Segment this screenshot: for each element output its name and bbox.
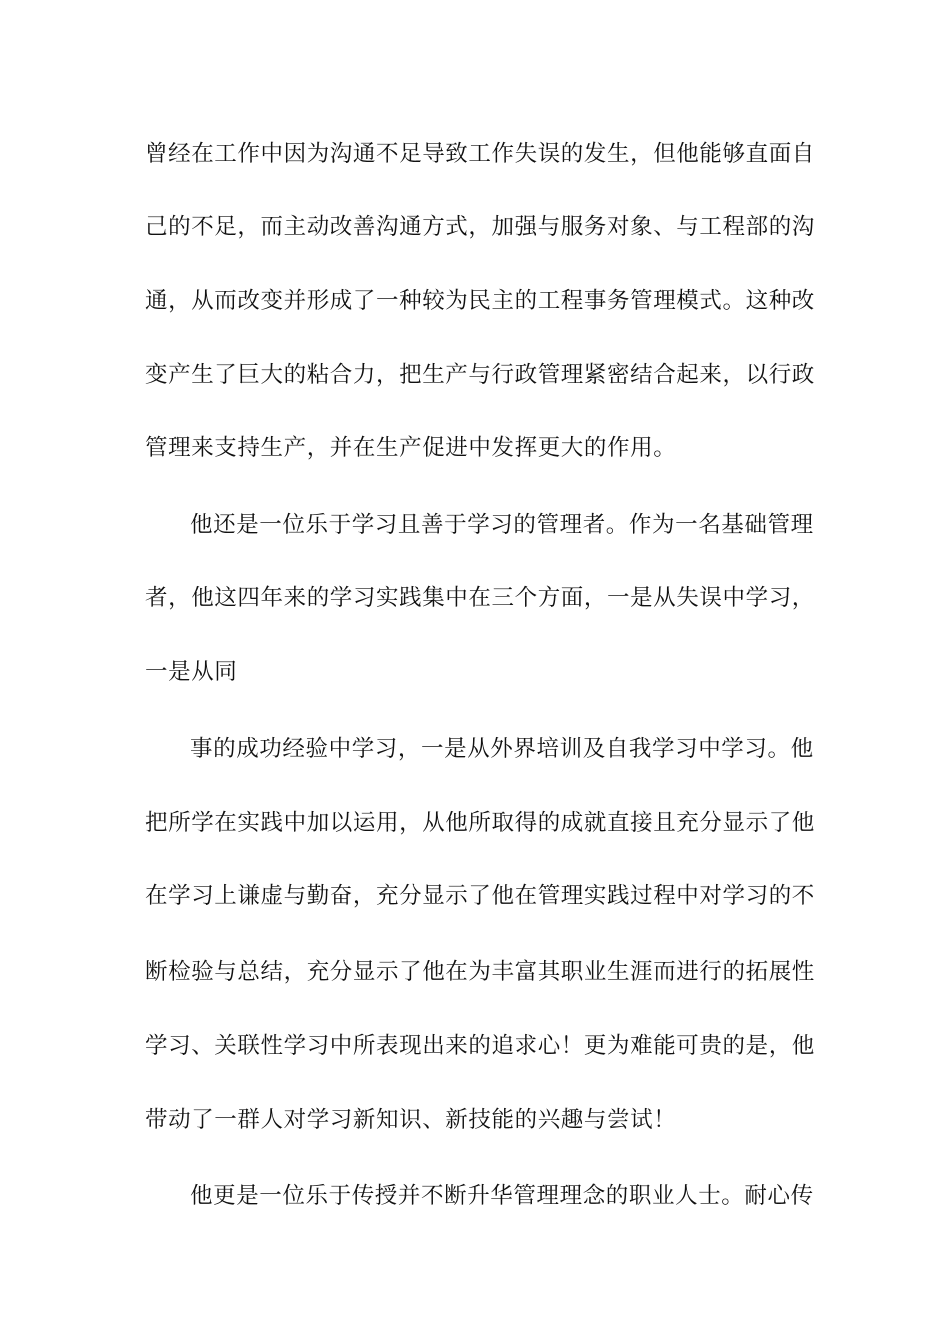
paragraph-first-line: 他还是一位乐于学习且善于学习的管理者。作为一名基础管理 (190, 512, 814, 538)
text-line: 学习、关联性学习中所表现出来的追求心！更为难能可贵的是，他 (145, 1033, 815, 1059)
text-line: 一是从同 (145, 659, 238, 685)
paragraph-first-line: 事的成功经验中学习，一是从外界培训及自我学习中学习。他 (190, 736, 814, 762)
text-line: 者，他这四年来的学习实践集中在三个方面，一是从失误中学习， (145, 585, 815, 611)
text-line: 管理来支持生产，并在生产促进中发挥更大的作用。 (145, 435, 677, 461)
text-line: 在学习上谦虚与勤奋，充分显示了他在管理实践过程中对学习的不 (145, 883, 815, 909)
text-line: 带动了一群人对学习新知识、新技能的兴趣与尝试！ (145, 1107, 677, 1133)
text-line: 己的不足，而主动改善沟通方式，加强与服务对象、与工程部的沟 (145, 214, 815, 240)
text-line: 断检验与总结，充分显示了他在为丰富其职业生涯而进行的拓展性 (145, 959, 815, 985)
text-line: 变产生了巨大的粘合力，把生产与行政管理紧密结合起来，以行政 (145, 362, 815, 388)
text-line: 把所学在实践中加以运用，从他所取得的成就直接且充分显示了他 (145, 810, 815, 836)
paragraph-first-line: 他更是一位乐于传授并不断升华管理理念的职业人士。耐心传 (190, 1183, 814, 1209)
text-line: 曾经在工作中因为沟通不足导致工作失误的发生，但他能够直面自 (145, 141, 815, 167)
text-line: 通，从而改变并形成了一种较为民主的工程事务管理模式。这种改 (145, 288, 815, 314)
